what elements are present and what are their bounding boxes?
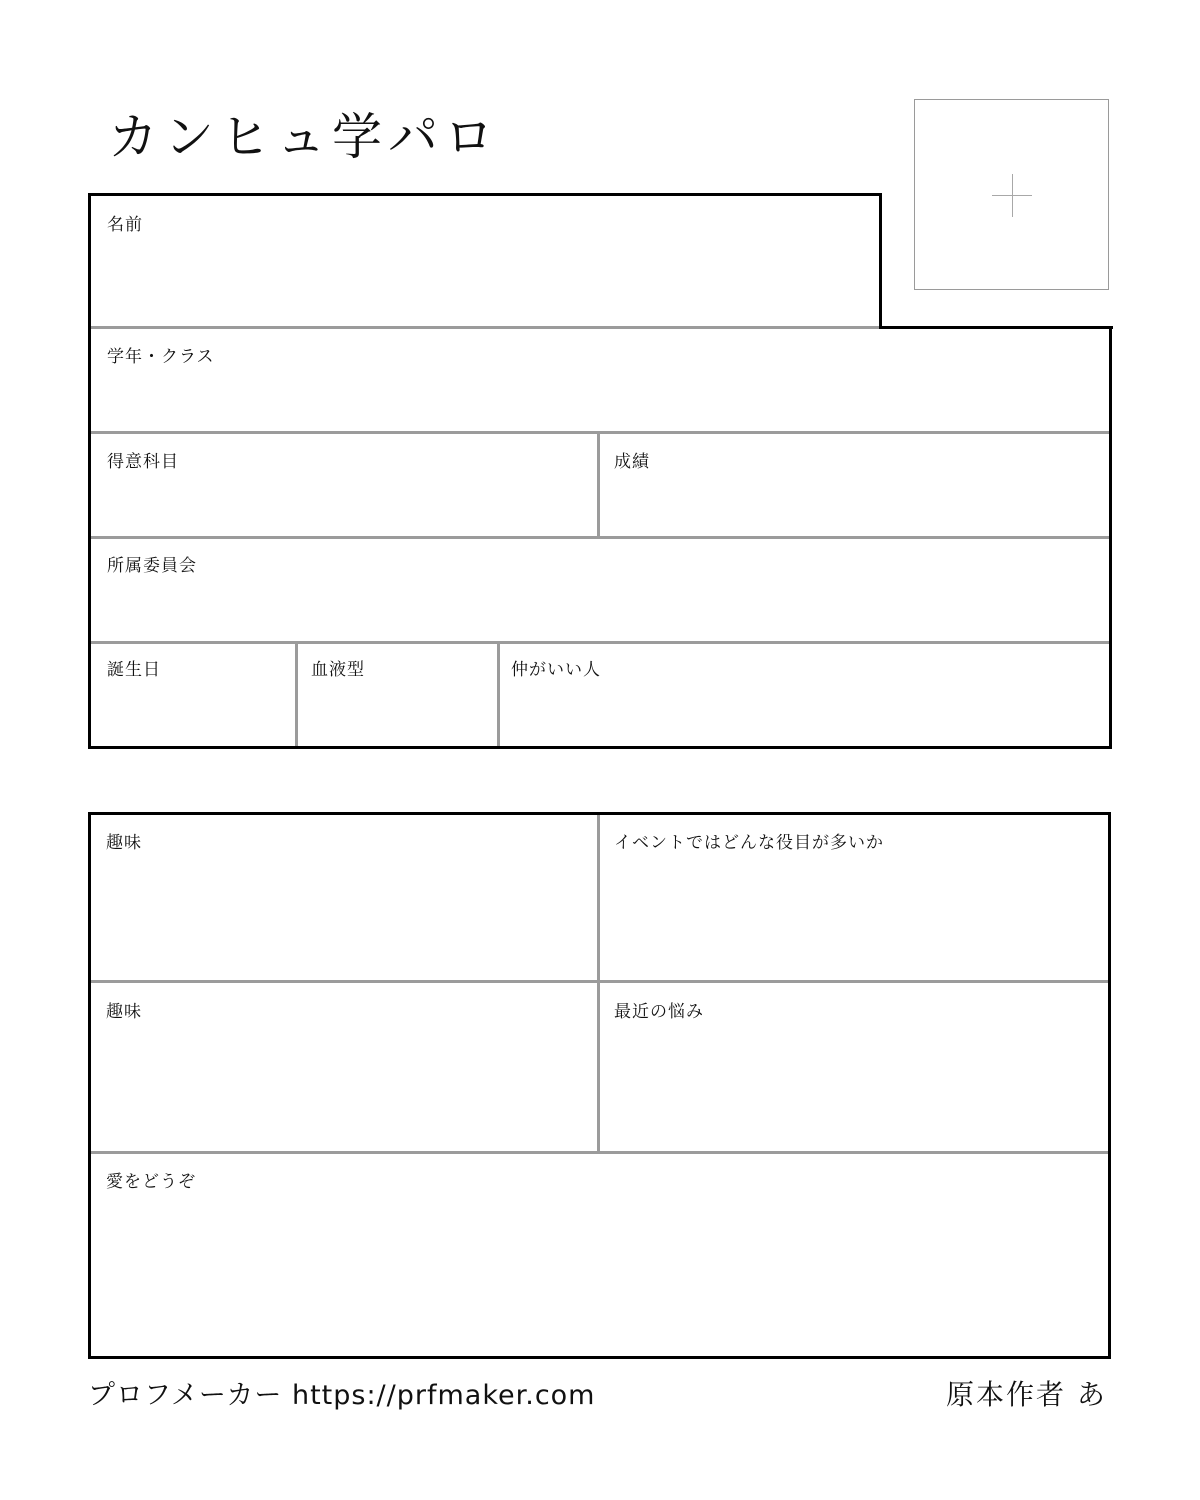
worries-field[interactable] xyxy=(614,997,1094,1142)
love-field[interactable] xyxy=(106,1167,1096,1347)
event-role-field[interactable] xyxy=(614,828,1094,973)
friends-label: 仲がいい人 xyxy=(511,660,601,680)
hobby-label-1: 趣味 xyxy=(106,833,142,853)
hobby-label-2: 趣味 xyxy=(106,1002,142,1022)
event-role-label: イベントではどんな役目が多いか xyxy=(614,833,884,853)
fav-subject-field[interactable] xyxy=(107,447,587,532)
fav-subject-label: 得意科目 xyxy=(107,452,179,472)
blood-type-label: 血液型 xyxy=(311,660,365,680)
committee-label: 所属委員会 xyxy=(107,556,197,576)
blood-type-field[interactable] xyxy=(311,655,491,740)
grade-class-field[interactable] xyxy=(107,342,1097,427)
worries-label: 最近の悩み xyxy=(614,1002,704,1022)
birthday-field[interactable] xyxy=(107,655,287,740)
birthday-label: 誕生日 xyxy=(107,660,161,680)
maker-credit: プロフメーカー https://prfmaker.com xyxy=(88,1380,596,1411)
love-label: 愛をどうぞ xyxy=(106,1172,196,1192)
name-field[interactable] xyxy=(107,210,867,320)
author-credit: 原本作者 あ xyxy=(946,1378,1107,1411)
name-label: 名前 xyxy=(107,215,143,235)
hobby-field-1[interactable] xyxy=(106,828,586,973)
hobby-field-2[interactable] xyxy=(106,997,586,1142)
page-title: カンヒュ学パロ xyxy=(108,108,500,166)
grade-class-label: 学年・クラス xyxy=(107,347,215,367)
grades-label: 成績 xyxy=(614,452,650,472)
grades-field[interactable] xyxy=(614,447,1094,532)
photo-upload-box[interactable] xyxy=(914,99,1109,290)
friends-field[interactable] xyxy=(511,655,1101,740)
committee-field[interactable] xyxy=(107,551,1097,636)
